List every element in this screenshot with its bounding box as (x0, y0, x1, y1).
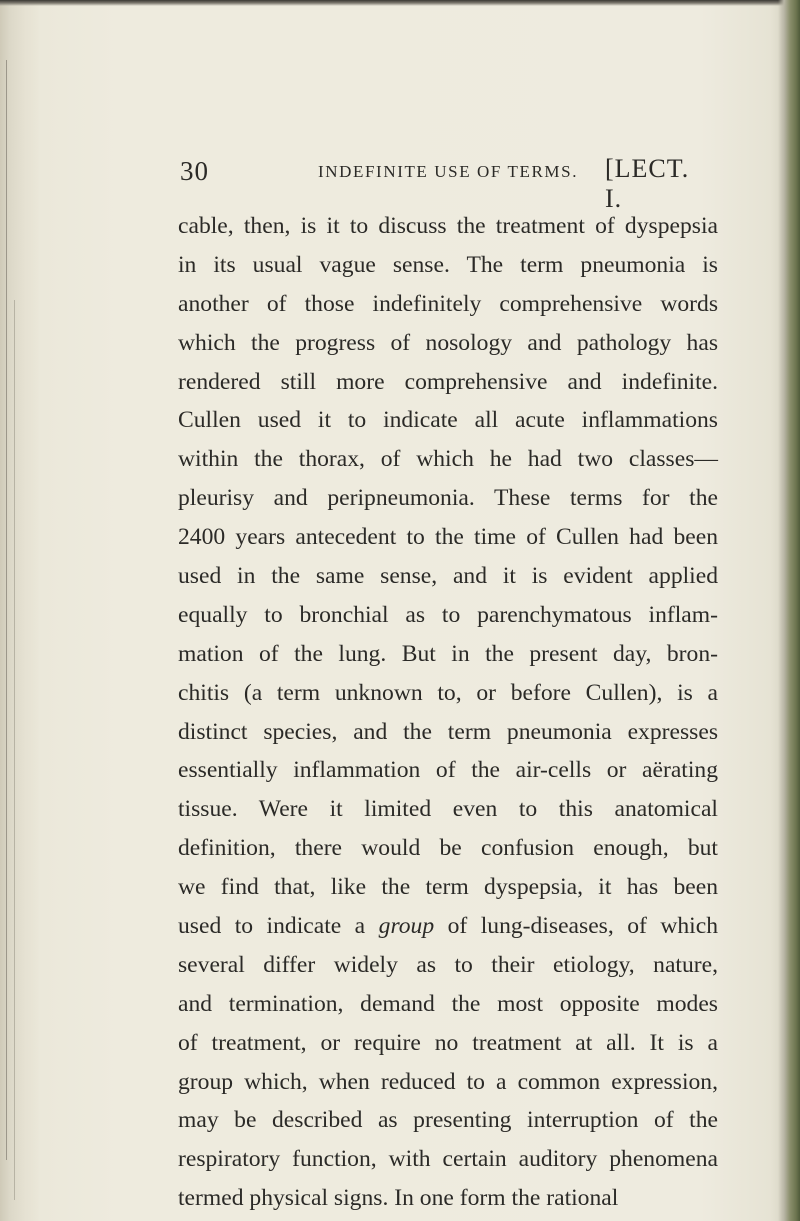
text-line-18: we find that, like the term dyspepsia, it has been (178, 874, 718, 901)
text-line-19 (178, 907, 718, 946)
text-line-26: termed physical signs. In one form the rational (178, 1185, 619, 1212)
text-line-6: Cullen used it to indicate all acute inflammations (178, 407, 718, 434)
text-line-16: tissue. Were it limited even to this anatomical (178, 796, 718, 823)
text-line-22: of treatment, or require no treatment at all. It is a (178, 1029, 718, 1056)
body-text (178, 207, 718, 1218)
text-line-14: distinct species, and the term pneumonia expresses (178, 718, 718, 745)
top-page-edge (0, 0, 800, 6)
text-line-15: essentially inflammation of the air-cells or aërating (178, 757, 718, 784)
text-line-8: pleurisy and peripneumonia. These terms for the (178, 485, 718, 512)
text-line-20: several differ widely as to their etiology, nature, (178, 951, 718, 978)
right-page-edge (778, 0, 800, 1221)
text-line-21: and termination, demand the most opposite modes (178, 990, 718, 1017)
text-line-11: equally to bronchial as to parenchymatous inflam- (178, 601, 718, 628)
text-line-25: respiratory function, with certain auditory phenomena (178, 1146, 718, 1173)
running-head: INDEFINITE USE OF TERMS. (318, 162, 579, 181)
text-line-23: group which, when reduced to a common expression, (178, 1068, 718, 1095)
text-line-24: may be described as presenting interruption of the (178, 1107, 718, 1134)
gutter-crease-inner (14, 300, 15, 1200)
text-line-19-end: of lung-diseases, of which (434, 913, 719, 940)
text-line-1: cable, then, is it to discuss the treatment of dyspepsia (178, 213, 718, 239)
page-number: 30 (180, 156, 209, 186)
text-line-4: which the progress of nosology and pathology has (178, 329, 718, 356)
text-line-5: rendered still more comprehensive and indefinite. (178, 368, 718, 395)
text-line-2: in its usual vague sense. The term pneumonia is (178, 251, 718, 278)
text-line-12: mation of the lung. But in the present day, bron- (178, 640, 718, 667)
gutter-crease (6, 60, 7, 1160)
lecture-reference: [LECT. I. (605, 154, 690, 213)
text-line-9: 2400 years antecedent to the time of Cullen had been (178, 524, 718, 551)
text-line-7: within the thorax, of which he had two classes— (178, 446, 718, 473)
text-line-3: another of those indefinitely comprehensive words (178, 290, 718, 317)
text-line-10: used in the same sense, and it is evident applied (178, 563, 718, 590)
text-line-17: definition, there would be confusion enough, but (178, 835, 718, 862)
text-line-13: chitis (a term unknown to, or before Cullen), is a (178, 679, 718, 706)
page-header (180, 152, 710, 213)
italic-word-group: group (378, 913, 435, 940)
text-line-19-start: used to indicate a (178, 913, 379, 940)
